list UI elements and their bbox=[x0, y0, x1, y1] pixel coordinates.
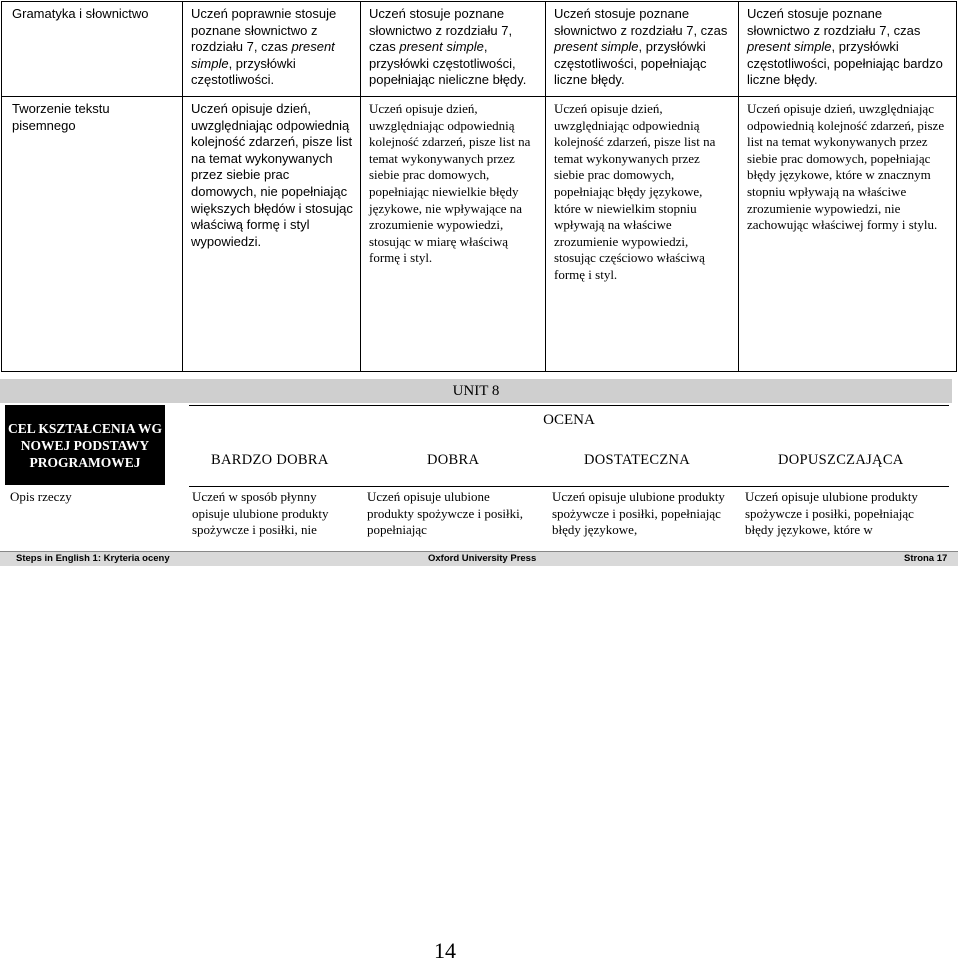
grade-cell: Uczeń poprawnie stosuje poznane słownictwo z rozdziału 7, czas present simple, przysłówki częstotliwości. bbox=[183, 2, 361, 97]
objective-header: CEL KSZTAŁCENIA WG NOWEJ PODSTAWY PROGRAMOWEJ bbox=[5, 405, 165, 485]
grade-sufficient: DOSTATECZNA bbox=[584, 452, 691, 468]
grade-cell: Uczeń stosuje poznane słownictwo z rozdziału 7, czas present simple, przysłówki częstotliwości, popełniając bardzo liczne błędy. bbox=[739, 2, 957, 97]
grade-passing: DOPUSZCZAJĄCA bbox=[778, 452, 904, 468]
grade-cell: Uczeń stosuje poznane słownictwo z rozdziału 7, czas present simple, przysłówki częstotliwości, popełniając liczne błędy. bbox=[546, 2, 739, 97]
grade-very-good: BARDZO DOBRA bbox=[211, 452, 329, 468]
grade-header-label: OCENA bbox=[543, 412, 595, 428]
grade-cell: Uczeń stosuje poznane słownictwo z rozdziału 7, czas present simple, przysłówki częstotliwości, popełniając nieliczne błędy. bbox=[361, 2, 546, 97]
category-cell: Gramatyka i słownictwo bbox=[2, 2, 183, 97]
grade-cell: Uczeń opisuje dzień, uwzględniając odpowiednią kolejność zdarzeń, pisze list na temat wykonywanych przez siebie prac domowych, nie popełniając większych błędów i stosując właściwą formę i styl wypowiedzi. bbox=[183, 97, 361, 372]
grade-cell: Uczeń opisuje dzień, uwzględniając odpowiednią kolejność zdarzeń, pisze list na temat wykonywanych przez siebie prac domowych, popełniając niewielkie błędy językowe, nie wpływające na zrozumienie wypowiedzi, stosując w miarę właściwą formę i styl. bbox=[361, 97, 546, 372]
category-cell: Opis rzeczy bbox=[10, 489, 72, 504]
grade-cell: Uczeń opisuje ulubione produkty spożywcze i posiłki, popełniając bbox=[367, 489, 523, 538]
unit-label: UNIT 8 bbox=[452, 383, 500, 399]
table-row bbox=[2, 2, 957, 97]
grade-cell: Uczeń opisuje dzień, uwzględniając odpowiednią kolejność zdarzeń, pisze list na temat wykonywanych przez siebie prac domowych, popełniając błędy językowe, które w znacznym stopniu wpływają na właściwe zrozumienie wypowiedzi, nie zachowując właściwej formy i stylu. bbox=[739, 97, 957, 372]
grade-cell: Uczeń opisuje ulubione produkty spożywcze i posiłki, popełniając błędy językowe, bbox=[552, 489, 725, 538]
grade-cell: Uczeń opisuje ulubione produkty spożywcze i posiłki, popełniając błędy językowe, które w bbox=[745, 489, 918, 538]
footer-title: Steps in English 1: Kryteria oceny bbox=[16, 553, 170, 564]
table-row bbox=[2, 97, 957, 372]
grade-good: DOBRA bbox=[427, 452, 480, 468]
grade-cell: Uczeń opisuje dzień, uwzględniając odpowiednią kolejność zdarzeń, pisze list na temat wykonywanych przez siebie prac domowych, popełniając błędy językowe, które w niewielkim stopniu wpływają na właściwe zrozumienie wypowiedzi, stosując częściowo właściwą formę i styl. bbox=[546, 97, 739, 372]
page-footer bbox=[0, 551, 958, 566]
criteria-table-top bbox=[1, 1, 957, 372]
category-cell: Tworzenie tekstu pisemnego bbox=[2, 97, 183, 372]
page-number: 14 bbox=[434, 938, 456, 963]
footer-page: Strona 17 bbox=[904, 553, 948, 564]
table-row bbox=[2, 487, 954, 549]
grade-cell: Uczeń w sposób płynny opisuje ulubione produkty spożywcze i posiłki, nie bbox=[192, 489, 329, 538]
criteria-table-bottom bbox=[2, 487, 954, 549]
footer-publisher: Oxford University Press bbox=[428, 553, 537, 564]
